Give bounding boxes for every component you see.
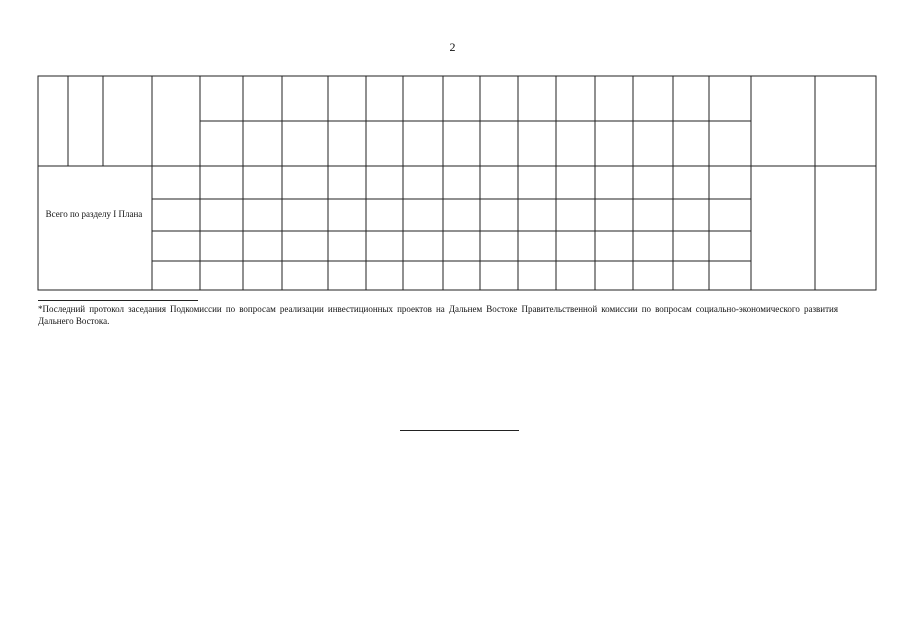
footnote-divider: [38, 300, 198, 301]
footnote-text: *Последний протокол заседания Подкомиссии по вопросам реализации инвестиционных проектов на Дальнем Востоке Правительственной комиссии по вопросам социально-экономического развития Дальнего Востока.: [38, 304, 838, 326]
page-number: 2: [449, 40, 456, 54]
summary-row-label: Всего по разделу I Плана: [45, 209, 143, 219]
table-frame: [38, 76, 876, 290]
end-of-document-rule: [400, 430, 519, 431]
